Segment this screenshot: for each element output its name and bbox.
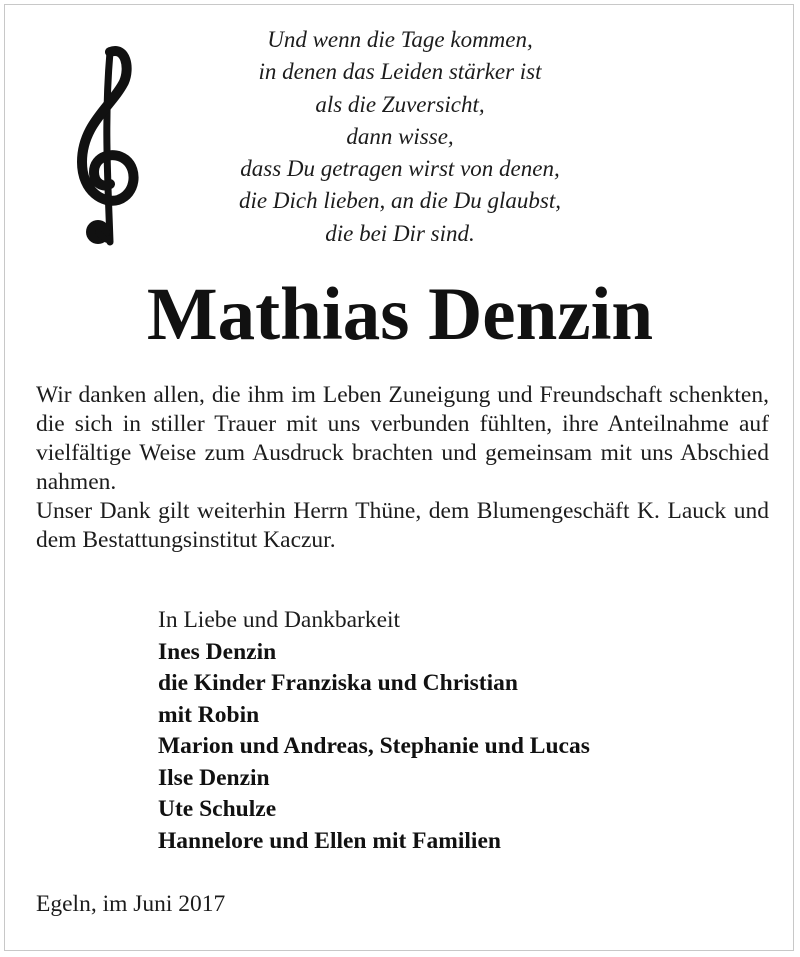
poem-line: die Dich lieben, an die Du glaubst, [239, 188, 561, 214]
poem-line: dass Du getragen wirst von denen, [240, 156, 560, 182]
mourner-name: Marion und Andreas, Stephanie und Lucas [158, 733, 590, 759]
thank-you-message [36, 381, 769, 555]
message-paragraph: Wir danken allen, die ihm im Leben Zuneigung und Freundschaft schenkten, die sich in stiller Trauer mit uns verbunden fühlten, ihre Anteilnahme auf vielfältige Weise zum Ausdruck brachten und gemeinsam mit uns Abschied nahmen. [36, 382, 769, 495]
poem-line: als die Zuversicht, [315, 91, 485, 117]
deceased-name: Mathias Denzin [146, 273, 654, 356]
poem-line: die bei Dir sind. [325, 220, 475, 246]
signature-block [158, 605, 758, 857]
poem-line: Und wenn die Tage kommen, [267, 27, 533, 52]
mourner-name: Ute Schulze [158, 796, 277, 822]
poem-line: dann wisse, [346, 123, 454, 149]
mourner-name: Ines Denzin [158, 638, 277, 665]
mourner-name: die Kinder Franziska und Christian [158, 670, 518, 696]
memorial-poem [190, 24, 610, 250]
message-paragraph: Unser Dank gilt weiterhin Herrn Thüne, dem Blumengeschäft K. Lauck und dem Bestattungsinstitut Kaczur. [36, 498, 769, 553]
place-and-date: Egeln, im Juni 2017 [36, 891, 226, 917]
signature-intro: In Liebe und Dankbarkeit [158, 607, 401, 633]
mourner-name: Ilse Denzin [158, 764, 270, 791]
mourner-name: Hannelore und Ellen mit Familien [158, 827, 501, 854]
treble-clef-icon [74, 42, 142, 246]
poem-line: in denen das Leiden stärker ist [258, 59, 542, 85]
mourner-name: mit Robin [158, 701, 260, 728]
